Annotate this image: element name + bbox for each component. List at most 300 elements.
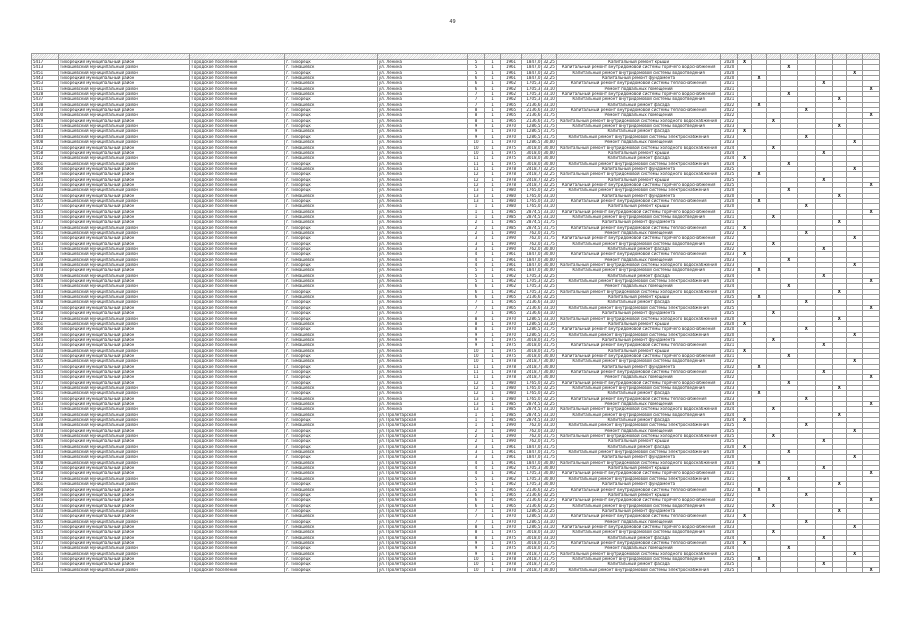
table-cell: Тихорецкий муниципальный район — [58, 487, 190, 492]
table-cell: Капитальный ремонт крыши — [556, 295, 721, 300]
table-cell: 1962 — [501, 86, 522, 91]
table-cell: 32,25 — [543, 182, 555, 187]
table-cell: г. Тимашевск — [285, 86, 378, 91]
table-cell: Городское поселение — [190, 540, 285, 545]
table-cell: 2874,5 — [521, 214, 542, 219]
table-cell: Тихорецкий муниципальный район — [58, 556, 190, 561]
table-cell: 3018,0 — [521, 353, 542, 358]
table-cell: 2024 — [721, 412, 737, 417]
table-cell: 2418,7 — [521, 182, 542, 187]
table-cell: 31,75 — [543, 225, 555, 230]
table-cell: г. Тихорецк — [285, 439, 378, 444]
mark-cell: X — [737, 156, 751, 161]
mark-cell: X — [816, 177, 832, 182]
table-cell: 1 — [484, 460, 500, 465]
table-cell: 32,25 — [543, 59, 555, 64]
table-cell: Городское поселение — [190, 508, 285, 513]
table-cell: 33,10 — [543, 321, 555, 326]
table-cell: г. Тихорецк — [285, 364, 378, 369]
table-cell: 5438 — [32, 423, 59, 428]
table-cell: 1980 — [501, 385, 522, 390]
table-cell: Капитальный ремонт внутридомовой системы электроснабжения — [556, 134, 721, 139]
table-cell: 32,25 — [543, 273, 555, 278]
table-cell: 1965 — [501, 108, 522, 113]
mark-cell: X — [781, 353, 797, 358]
table-cell: 1965 — [501, 113, 522, 118]
table-cell: Тихорецкий муниципальный район — [58, 332, 190, 337]
table-cell: Тимашевский муниципальный район — [58, 423, 190, 428]
table-cell: ул. Ленина — [377, 118, 468, 123]
table-cell: 1286,5 — [521, 140, 542, 145]
table-cell: г. Тимашевск — [285, 76, 378, 81]
table-cell: 1 — [484, 316, 500, 321]
mark-cell: X — [832, 124, 846, 129]
table-cell: 10 — [468, 556, 484, 561]
table-cell: 1 — [484, 466, 500, 471]
table-cell: 1 — [484, 412, 500, 417]
table-cell: ул. Ленина — [377, 289, 468, 294]
table-cell: 2020 — [721, 193, 737, 198]
table-cell: 1 — [484, 231, 500, 236]
table-cell: 2874,5 — [521, 402, 542, 407]
table-cell: 5400 — [32, 273, 59, 278]
table-cell: 13 — [468, 188, 484, 193]
table-cell: 8 — [468, 113, 484, 118]
table-cell: Капитальный ремонт внутридомовой системы горячего водоснабжения — [556, 524, 721, 529]
table-cell: Городское поселение — [190, 332, 285, 337]
table-cell: Тимашевский муниципальный район — [58, 124, 190, 129]
table-cell: 2020 — [721, 444, 737, 449]
table-cell: 2020 — [721, 321, 737, 326]
table-cell: 32,25 — [543, 508, 555, 513]
table-cell: 5413 — [32, 225, 59, 230]
mark-cell: X — [781, 450, 797, 455]
table-cell: 2025 — [721, 567, 737, 572]
table-cell: 3 — [468, 444, 484, 449]
table-cell: 1 — [484, 369, 500, 374]
table-cell: 2022 — [721, 118, 737, 123]
table-cell: 30,00 — [543, 155, 555, 161]
table-cell: 1965 — [501, 300, 522, 305]
table-cell: 1 — [484, 402, 500, 407]
table-cell: Тихорецкий муниципальный район — [58, 428, 190, 433]
table-cell: 31,75 — [543, 128, 555, 134]
table-cell: 10 — [468, 140, 484, 145]
table-cell: ул. Ленина — [377, 311, 468, 316]
table-cell: ул. Пролетарская — [377, 567, 468, 572]
table-cell: Тимашевский муниципальный район — [58, 70, 190, 75]
table-cell: г. Тихорецк — [285, 455, 378, 460]
table-cell: 1985 — [501, 209, 522, 214]
table-cell: 3018,0 — [521, 145, 542, 150]
table-cell: Тимашевский муниципальный район — [58, 391, 190, 396]
table-cell: 1961 — [501, 257, 522, 262]
table-cell: Городское поселение — [190, 359, 285, 364]
table-cell: Тимашевский муниципальный район — [58, 92, 190, 97]
table-cell: 2022 — [721, 375, 737, 380]
table-cell: Городское поселение — [190, 476, 285, 481]
table-cell: Городское поселение — [190, 535, 285, 540]
table-cell: 1970 — [501, 140, 522, 145]
table-cell: Тихорецкий муниципальный район — [58, 81, 190, 86]
table-cell: 33,10 — [543, 524, 555, 529]
table-cell: Тимашевский муниципальный район — [58, 444, 190, 449]
table-cell: 762,0 — [521, 247, 542, 252]
table-cell: 5400 — [32, 434, 59, 439]
table-cell: Тимашевский муниципальный район — [58, 407, 190, 412]
mark-cell — [832, 567, 846, 572]
table-cell: 5440 — [32, 295, 59, 300]
table-cell: г. Тимашевск — [285, 65, 378, 70]
mark-cell: X — [797, 423, 816, 428]
table-cell: 1 — [484, 214, 500, 219]
table-cell: 1705,3 — [521, 92, 542, 97]
table-cell: Городское поселение — [190, 530, 285, 535]
table-cell: г. Тимашевск — [285, 343, 378, 348]
table-cell: Тихорецкий муниципальный район — [58, 209, 190, 214]
table-cell: Тихорецкий муниципальный район — [58, 562, 190, 567]
table-cell: 5413 — [32, 65, 59, 70]
table-cell: ул. Ленина — [377, 209, 468, 214]
table-cell: 2020 — [721, 204, 737, 209]
table-cell: 1286,5 — [521, 327, 542, 332]
table-cell: ул. Пролетарская — [377, 444, 468, 449]
table-cell: 1 — [484, 76, 500, 81]
table-cell: 1 — [484, 140, 500, 145]
table-cell: 1286,5 — [521, 316, 542, 321]
table-cell: 9 — [468, 337, 484, 342]
mark-cell: X — [797, 108, 816, 113]
table-cell: 5423 — [32, 343, 59, 348]
table-cell: 5473 — [32, 268, 59, 273]
table-cell: Капитальный ремонт внутридомовой системы горячего водоснабжения — [556, 327, 721, 332]
table-cell: Городское поселение — [190, 380, 285, 385]
table-cell: 10 — [468, 348, 484, 353]
table-cell: 5417 — [32, 524, 59, 529]
table-cell: Тимашевский муниципальный район — [58, 300, 190, 305]
table-cell: Ремонт подвальных помещений — [556, 113, 721, 118]
table-cell: Тимашевский муниципальный район — [58, 455, 190, 460]
mark-cell: X — [816, 535, 832, 540]
table-cell: 2023 — [721, 268, 737, 273]
table-cell: Тихорецкий муниципальный район — [58, 311, 190, 316]
table-cell: Капитальный ремонт внутридомовой системы электроснабжения — [556, 423, 721, 428]
table-cell: 5453 — [32, 562, 59, 567]
table-cell: Городское поселение — [190, 412, 285, 417]
table-cell: 1961 — [501, 60, 522, 65]
table-cell: 3018,0 — [521, 348, 542, 353]
table-cell: 32,25 — [543, 64, 555, 70]
table-cell: г. Тимашевск — [285, 385, 378, 390]
table-cell: г. Тихорецк — [285, 428, 378, 433]
table-cell: ул. Ленина — [377, 76, 468, 81]
table-cell: 33,10 — [543, 535, 555, 540]
table-cell: ул. Ленина — [377, 241, 468, 246]
table-cell: Тихорецкий муниципальный район — [58, 337, 190, 342]
table-cell: 5412 — [32, 305, 59, 310]
table-cell: 1 — [484, 450, 500, 455]
table-cell: 5410 — [32, 375, 59, 380]
table-cell: ул. Ленина — [377, 140, 468, 145]
table-cell: 2025 — [721, 434, 737, 439]
table-cell: 5411 — [32, 86, 59, 91]
table-cell: Капитальный ремонт фундамента — [556, 337, 721, 342]
table-cell: ул. Ленина — [377, 236, 468, 241]
table-cell: 1705,3 — [521, 279, 542, 284]
table-cell: 1 — [484, 530, 500, 535]
table-cell: Тихорецкий муниципальный район — [58, 108, 190, 113]
table-cell: г. Тихорецк — [285, 444, 378, 449]
table-cell: ул. Ленина — [377, 81, 468, 86]
table-cell: 2023 — [721, 380, 737, 385]
table-cell: Капитальный ремонт внутридомовой системы горячего водоснабжения — [556, 65, 721, 70]
table-cell: 1 — [484, 332, 500, 337]
table-cell: Городское поселение — [190, 65, 285, 70]
table-cell: 2022 — [721, 503, 737, 508]
table-cell: 5473 — [32, 428, 59, 433]
table-cell: Ремонт подвальных помещений — [556, 86, 721, 91]
table-cell: Капитальный ремонт внутридомовой системы водоотведения — [556, 268, 721, 273]
table-cell: Городское поселение — [190, 81, 285, 86]
table-cell: 5 — [468, 65, 484, 70]
table-cell: Тихорецкий муниципальный район — [58, 118, 190, 123]
table-cell: Городское поселение — [190, 150, 285, 155]
table-cell: 2025 — [721, 562, 737, 567]
mark-cell: X — [766, 311, 780, 316]
table-cell: Тихорецкий муниципальный район — [58, 439, 190, 444]
table-cell: 2023 — [721, 134, 737, 139]
table-cell: г. Тихорецк — [285, 113, 378, 118]
table-cell: 31,75 — [543, 545, 555, 551]
table-cell: Капитальный ремонт внутридомовой системы электроснабжения — [556, 188, 721, 193]
mark-cell: X — [863, 279, 880, 284]
table-cell: 30,00 — [543, 364, 555, 369]
table-cell: г. Тихорецк — [285, 492, 378, 497]
table-cell: г. Тимашевск — [285, 359, 378, 364]
table-cell: 5417 — [32, 220, 59, 225]
mark-cell: X — [781, 65, 797, 70]
table-cell: Капитальный ремонт фасада — [556, 129, 721, 134]
table-cell: Капитальный ремонт внутридомовой системы холодного водоснабжения — [556, 263, 721, 268]
table-cell: 1962 — [501, 97, 522, 102]
table-cell: Городское поселение — [190, 252, 285, 257]
table-cell: 5441 — [32, 284, 59, 289]
table-cell: 5460 — [32, 327, 59, 332]
table-cell: 5 — [468, 60, 484, 65]
table-cell: 2023 — [721, 514, 737, 519]
table-cell: ул. Пролетарская — [377, 418, 468, 423]
table-cell: 1978 — [501, 375, 522, 380]
table-cell: Капитальный ремонт фундамента — [556, 193, 721, 198]
mark-cell: X — [737, 444, 751, 449]
table-cell: 1961 — [501, 268, 522, 273]
table-cell: 1 — [484, 70, 500, 75]
table-cell: 2021 — [721, 471, 737, 476]
table-cell: 5411 — [32, 407, 59, 412]
table-cell: Тихорецкий муниципальный район — [58, 236, 190, 241]
table-cell: 5461 — [32, 321, 59, 326]
mark-cell: X — [737, 225, 751, 230]
table-cell: Капитальный ремонт внутридомовой системы теплоснабжения — [556, 225, 721, 230]
table-cell: 1961 — [501, 76, 522, 81]
table-cell: 5417 — [32, 380, 59, 385]
table-cell: Городское поселение — [190, 369, 285, 374]
table-body — [32, 60, 880, 573]
table-cell: Городское поселение — [190, 289, 285, 294]
table-cell: 2020 — [721, 198, 737, 203]
table-cell: 2021 — [721, 476, 737, 481]
table-cell: 32,25 — [543, 289, 555, 294]
table-cell: ул. Пролетарская — [377, 524, 468, 529]
table-cell: ул. Ленина — [377, 295, 468, 300]
table-cell: 33,10 — [543, 422, 555, 428]
table-cell: Капитальный ремонт фасада — [556, 300, 721, 305]
table-cell: 1978 — [501, 369, 522, 374]
table-cell: ул. Пролетарская — [377, 546, 468, 551]
table-cell: 1975 — [501, 535, 522, 540]
table-cell: 762,0 — [521, 434, 542, 439]
table-cell: 1965 — [501, 102, 522, 107]
table-cell: 1985 — [501, 418, 522, 423]
table-cell: 5459 — [32, 492, 59, 497]
table-cell: г. Тихорецк — [285, 311, 378, 316]
table-cell: 1990 — [501, 423, 522, 428]
table-cell: 5453 — [32, 402, 59, 407]
table-cell: 2023 — [721, 396, 737, 401]
table-cell: 1961 — [501, 263, 522, 268]
table-cell: 31,75 — [543, 438, 555, 444]
mark-cell: X — [766, 407, 780, 412]
table-cell: 2024 — [721, 530, 737, 535]
table-cell: г. Тимашевск — [285, 273, 378, 278]
table-cell: Тихорецкий муниципальный район — [58, 305, 190, 310]
table-cell: 2 — [468, 225, 484, 230]
table-cell: 1 — [484, 204, 500, 209]
table-cell: ул. Пролетарская — [377, 556, 468, 561]
table-cell: Городское поселение — [190, 263, 285, 268]
table-cell: Капитальный ремонт крыши — [556, 204, 721, 209]
table-cell: г. Тимашевск — [285, 102, 378, 107]
table-cell: 1 — [484, 343, 500, 348]
table-cell: Капитальный ремонт крыши — [556, 177, 721, 182]
table-cell: 1 — [484, 289, 500, 294]
table-cell: 1980 — [501, 396, 522, 401]
table-cell: ул. Пролетарская — [377, 503, 468, 508]
table-cell: Капитальный ремонт фасада — [556, 102, 721, 107]
table-cell: 11 — [468, 156, 484, 161]
table-cell: 5430 — [32, 348, 59, 353]
table-cell: 31,75 — [543, 230, 555, 235]
table-cell: г. Тихорецк — [285, 556, 378, 561]
table-cell: Тихорецкий муниципальный район — [58, 60, 190, 65]
mark-cell: X — [816, 439, 832, 444]
table-cell: 1975 — [501, 337, 522, 342]
mark-cell: X — [863, 498, 880, 503]
mark-cell: X — [846, 236, 862, 241]
mark-cell: X — [752, 364, 766, 369]
table-cell: 2418,7 — [521, 359, 542, 364]
table-cell: ул. Пролетарская — [377, 540, 468, 545]
table-cell: ул. Ленина — [377, 380, 468, 385]
table-cell: Тимашевский муниципальный район — [58, 129, 190, 134]
table-cell: 7 — [468, 514, 484, 519]
table-cell: ул. Ленина — [377, 252, 468, 257]
table-cell: 2418,7 — [521, 567, 542, 572]
table-cell: 1978 — [501, 567, 522, 572]
table-cell: Тимашевский муниципальный район — [58, 257, 190, 262]
table-cell: 1 — [484, 156, 500, 161]
table-cell: 1 — [484, 353, 500, 358]
table-cell: 2024 — [721, 145, 737, 150]
table-cell: ул. Ленина — [377, 102, 468, 107]
table-cell: 2025 — [721, 551, 737, 556]
table-cell: 5453 — [32, 81, 59, 86]
table-cell: ул. Пролетарская — [377, 492, 468, 497]
table-cell: ул. Пролетарская — [377, 487, 468, 492]
table-cell: Капитальный ремонт внутридомовой системы теплоснабжения — [556, 198, 721, 203]
table-cell: Городское поселение — [190, 177, 285, 182]
table-cell: Тимашевский муниципальный район — [58, 295, 190, 300]
mark-cell: X — [781, 476, 797, 481]
table-cell: 2024 — [721, 289, 737, 294]
table-cell: 1705,3 — [521, 466, 542, 471]
mark-cell: X — [816, 562, 832, 567]
table-cell: Капитальный ремонт внутридомовой системы холодного водоснабжения — [556, 434, 721, 439]
table-cell: ул. Ленина — [377, 60, 468, 65]
table-cell: Тимашевский муниципальный район — [58, 252, 190, 257]
table-cell: ул. Ленина — [377, 300, 468, 305]
table-cell: 3 — [468, 236, 484, 241]
table-cell: 5408 — [32, 460, 59, 465]
table-cell: 1 — [484, 279, 500, 284]
table-cell: Городское поселение — [190, 124, 285, 129]
table-cell: 13 — [468, 198, 484, 203]
table-cell: г. Тимашевск — [285, 514, 378, 519]
table-cell: 1978 — [501, 172, 522, 177]
table-cell: 1965 — [501, 487, 522, 492]
table-cell: ул. Ленина — [377, 305, 468, 310]
table-cell: 30,00 — [543, 145, 555, 150]
table-cell: г. Тимашевск — [285, 487, 378, 492]
table-cell: Капитальный ремонт фундамента — [556, 508, 721, 513]
table-cell: ул. Ленина — [377, 391, 468, 396]
table-cell: 1970 — [501, 508, 522, 513]
table-cell: Капитальный ремонт внутридомовой системы водоотведения — [556, 241, 721, 246]
mark-cell: X — [863, 471, 880, 476]
table-cell: 2022 — [721, 487, 737, 492]
table-cell: Тихорецкий муниципальный район — [58, 514, 190, 519]
table-cell: Городское поселение — [190, 514, 285, 519]
table-cell: 2025 — [721, 423, 737, 428]
table-cell: 2418,7 — [521, 551, 542, 556]
mark-cell: X — [797, 134, 816, 139]
table-cell: 1 — [468, 418, 484, 423]
mark-cell: X — [766, 214, 780, 219]
table-cell: г. Тимашевск — [285, 540, 378, 545]
table-cell: 5413 — [32, 385, 59, 390]
table-cell: г. Тимашевск — [285, 524, 378, 529]
mark-cell: X — [863, 86, 880, 91]
table-cell: 7 — [468, 300, 484, 305]
table-cell: 2021 — [721, 220, 737, 225]
table-cell: 1 — [484, 220, 500, 225]
table-cell: 1965 — [501, 295, 522, 300]
mark-cell: X — [797, 300, 816, 305]
table-cell: 4 — [468, 257, 484, 262]
table-cell: 1962 — [501, 476, 522, 481]
table-cell: Тимашевский муниципальный район — [58, 418, 190, 423]
table-cell: ул. Ленина — [377, 108, 468, 113]
